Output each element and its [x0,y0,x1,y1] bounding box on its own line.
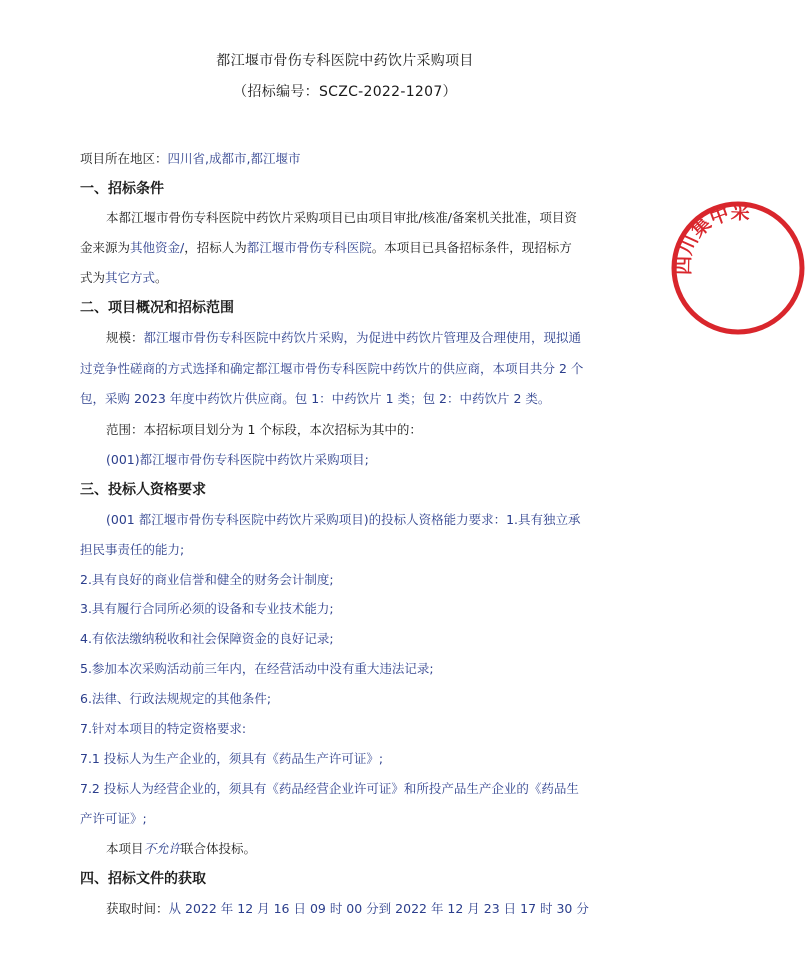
s3-line-5: 4.有依法缴纳税收和社会保障资金的良好记录; [80,631,334,646]
consortium-text-c: 联合体投标。 [181,841,257,856]
s2-line-3: 包，采购 2023 年度中药饮片供应商。包 1：中药饮片 1 类；包 2：中药饮片 2 类。 [80,391,551,406]
s3-line-10: 7.2 投标人为经营企业的，须具有《药品经营企业许可证》和所投产品生产企业的《药品生 [80,781,579,796]
s2-line-4: 范围：本招标项目划分为 1 个标段，本次招标为其中的： [106,422,422,437]
s3-line-11: 产许可证》; [80,811,147,826]
s3-line-3: 2.具有良好的商业信誉和健全的财务会计制度; [80,572,334,587]
s3-line-7: 6.法律、行政法规规定的其他条件; [80,691,272,706]
location-label: 项目所在地区： [80,151,168,166]
s3-line-9: 7.1 投标人为生产企业的，须具有《药品生产许可证》; [80,751,384,766]
section-2-heading: 二、项目概况和招标范围 [80,300,234,316]
s1-text-g: 。 [155,270,168,285]
s2-line-5: (001)都江堰市骨伤专科医院中药饮片采购项目; [106,452,369,467]
location-line [80,151,300,167]
consortium-allowed: 不允许 [143,841,182,856]
consortium-text-a: 本项目 [106,841,144,856]
tender-number: （招标编号：SCZC-2022-1207） [233,84,457,100]
tender-method: 其它方式 [105,270,156,285]
obtain-time-value: 从 2022 年 12 月 16 日 09 时 00 分到 2022 年 12 月 23 日 17 时 30 分 [168,901,589,916]
section-1-heading: 一、招标条件 [80,181,164,197]
section-4-heading: 四、招标文件的获取 [80,871,206,887]
s1-text-a: 金来源为 [80,240,131,255]
s1-text-c: ，招标人为 [184,240,247,255]
section-3-heading: 三、投标人资格要求 [80,482,206,498]
s1-text-e: 。本项目已具备招标条件，现招标方 [371,240,572,255]
s2-line-1 [106,330,581,346]
location-value: 四川省,成都市,都江堰市 [167,151,301,166]
tenderer-name: 都江堰市骨伤专科医院 [246,240,372,255]
red-seal-stamp [668,198,808,338]
obtain-time-label: 获取时间： [106,901,169,916]
s1-line-1: 本都江堰市骨伤专科医院中药饮片采购项目已由项目审批/核准/备案机关批准，项目资 [106,210,577,225]
s2-line-2: 过竞争性磋商的方式选择和确定都江堰市骨伤专科医院中药饮片的供应商，本项目共分 2 个 [80,361,584,376]
funding-source: 其他资金/ [130,240,185,255]
s3-line-2: 担民事责任的能力; [80,542,185,557]
svg-text:四川集中采 [673,200,750,275]
s1-line-2 [80,240,572,256]
s4-line-1 [106,901,589,917]
s3-line-4: 3.具有履行合同所必须的设备和专业技术能力; [80,601,334,616]
s1-line-3 [80,270,168,286]
doc-title: 都江堰市骨伤专科医院中药饮片采购项目 [216,53,474,69]
scale-text-1: 都江堰市骨伤专科医院中药饮片采购，为促进中药饮片管理及合理使用，现拟通 [143,330,582,345]
stamp-text: 四川集中采 [672,201,751,276]
scale-label: 规模： [106,330,144,345]
s1-text-f: 式为 [80,270,106,285]
s3-line-6: 5.参加本次采购活动前三年内，在经营活动中没有重大违法记录; [80,661,434,676]
s3-line-8: 7.针对本项目的特定资格要求: [80,721,247,736]
s3-line-1: (001 都江堰市骨伤专科医院中药饮片采购项目)的投标人资格能力要求：1.具有独立承 [106,512,581,527]
s3-line-12 [106,841,256,857]
